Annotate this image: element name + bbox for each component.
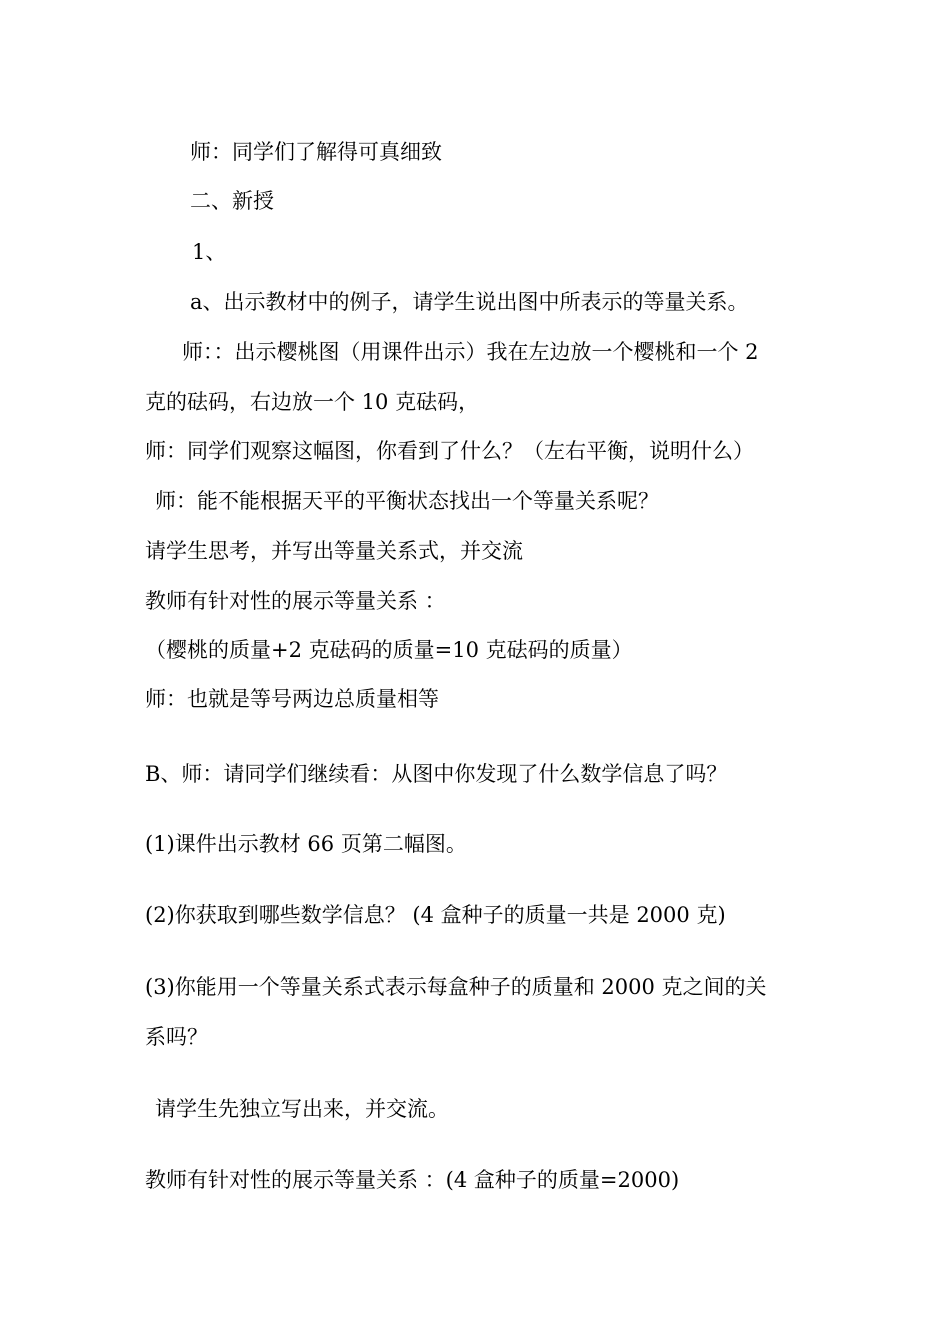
- text-line: （樱桃的质量+2 克砝码的质量=10 克砝码的质量）: [145, 638, 633, 662]
- text-line: 师：也就是等号两边总质量相等: [145, 687, 439, 711]
- text-line: 1、: [192, 240, 227, 264]
- text-line: 请学生思考，并写出等量关系式，并交流: [145, 539, 523, 563]
- text-line: 师：同学们观察这幅图，你看到了什么？（左右平衡，说明什么）: [145, 439, 754, 463]
- text-line: a、出示教材中的例子，请学生说出图中所表示的等量关系。: [190, 290, 749, 314]
- text-line: 教师有针对性的展示等量关系 ：(4 盒种子的质量=2000): [145, 1168, 680, 1192]
- text-line: 系吗？: [145, 1025, 208, 1049]
- text-line: (2)你获取到哪些数学信息？ (4 盒种子的质量一共是 2000 克): [145, 903, 726, 927]
- text-line: 师：同学们了解得可真细致: [190, 140, 442, 164]
- section-heading: 二、新授: [190, 189, 274, 213]
- text-line: 克的砝码，右边放一个 10 克砝码，: [145, 390, 480, 414]
- text-line: 师：能不能根据天平的平衡状态找出一个等量关系呢？: [155, 489, 659, 513]
- text-line: (1)课件出示教材 66 页第二幅图。: [145, 832, 467, 856]
- text-line: 请学生先独立写出来，并交流。: [155, 1097, 449, 1121]
- text-line: (3)你能用一个等量关系式表示每盒种子的质量和 2000 克之间的关: [145, 975, 767, 999]
- text-line: B、师：请同学们继续看：从图中你发现了什么数学信息了吗？: [145, 762, 728, 786]
- text-line: 师：：出示樱桃图（用课件出示）我在左边放一个樱桃和一个 2: [182, 340, 759, 364]
- text-line: 教师有针对性的展示等量关系 ：: [145, 589, 446, 613]
